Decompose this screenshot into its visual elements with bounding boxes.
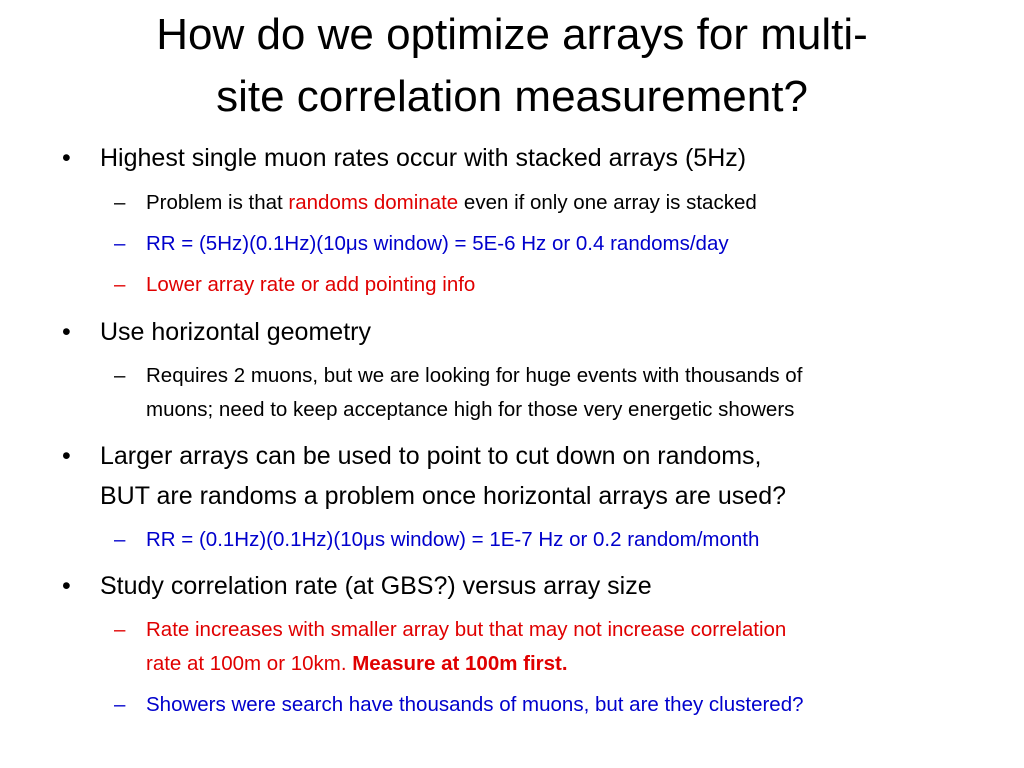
sub-2-1-line1: Requires 2 muons, but we are looking for huge events with thousands of [146,364,803,387]
bullet-marker: • [62,318,71,346]
title-line-1: How do we optimize arrays for multi- [156,10,868,59]
sub-bullet-1-1 [114,186,996,220]
sub-1-3-text: Lower array rate or add pointing info [146,273,476,296]
title-line-2: site correlation measurement? [216,72,808,121]
bullet-3-line1: Larger arrays can be used to point to cut down on randoms, [100,442,762,470]
bullet-marker: • [62,144,71,172]
bullet-1 [62,138,980,178]
bullet-3 [62,436,980,516]
sub-3-1-text: RR = (0.1Hz)(0.1Hz)(10μs window) = 1E-7 Hz or 0.2 random/month [146,528,760,551]
dash-marker: – [114,693,126,716]
bullet-3-line2: BUT are randoms a problem once horizontal arrays are used? [100,482,786,510]
bullet-4-text: Study correlation rate (at GBS?) versus array size [100,572,652,600]
sub-4-1-line2-pre: rate at 100m or 10km. [146,652,353,675]
dash-marker: – [114,528,126,551]
dash-marker: – [114,232,126,255]
bullet-marker: • [62,572,71,600]
dash-marker: – [114,618,126,641]
sub-bullet-1-2 [114,227,996,261]
bullet-2 [62,312,980,352]
slide-title [40,4,984,128]
sub-2-1-line2: muons; need to keep acceptance high for those very energetic showers [146,398,795,421]
sub-1-1-highlight: randoms dominate [288,191,459,214]
sub-bullet-3-1 [114,523,996,557]
dash-marker: – [114,364,126,387]
bullet-marker: • [62,442,71,470]
sub-bullet-2-1 [114,359,996,427]
sub-bullet-4-1 [114,613,996,681]
sub-bullet-4-2 [114,688,996,722]
sub-1-2-text: RR = (5Hz)(0.1Hz)(10μs window) = 5E-6 Hz or 0.4 randoms/day [146,232,729,255]
sub-bullet-1-3 [114,268,996,302]
sub-1-1-pre: Problem is that [146,191,289,214]
bullet-2-text: Use horizontal geometry [100,318,371,346]
sub-1-1-post: even if only one array is stacked [458,191,757,214]
sub-4-1-line1: Rate increases with smaller array but that may not increase correlation [146,618,787,641]
sub-4-2-text: Showers were search have thousands of muons, but are they clustered? [146,693,804,716]
bullet-1-text: Highest single muon rates occur with stacked arrays (5Hz) [100,144,747,172]
dash-marker: – [114,191,126,214]
bullet-4 [62,566,980,606]
dash-marker: – [114,273,126,296]
sub-4-1-line2-bold: Measure at 100m first. [352,652,568,675]
